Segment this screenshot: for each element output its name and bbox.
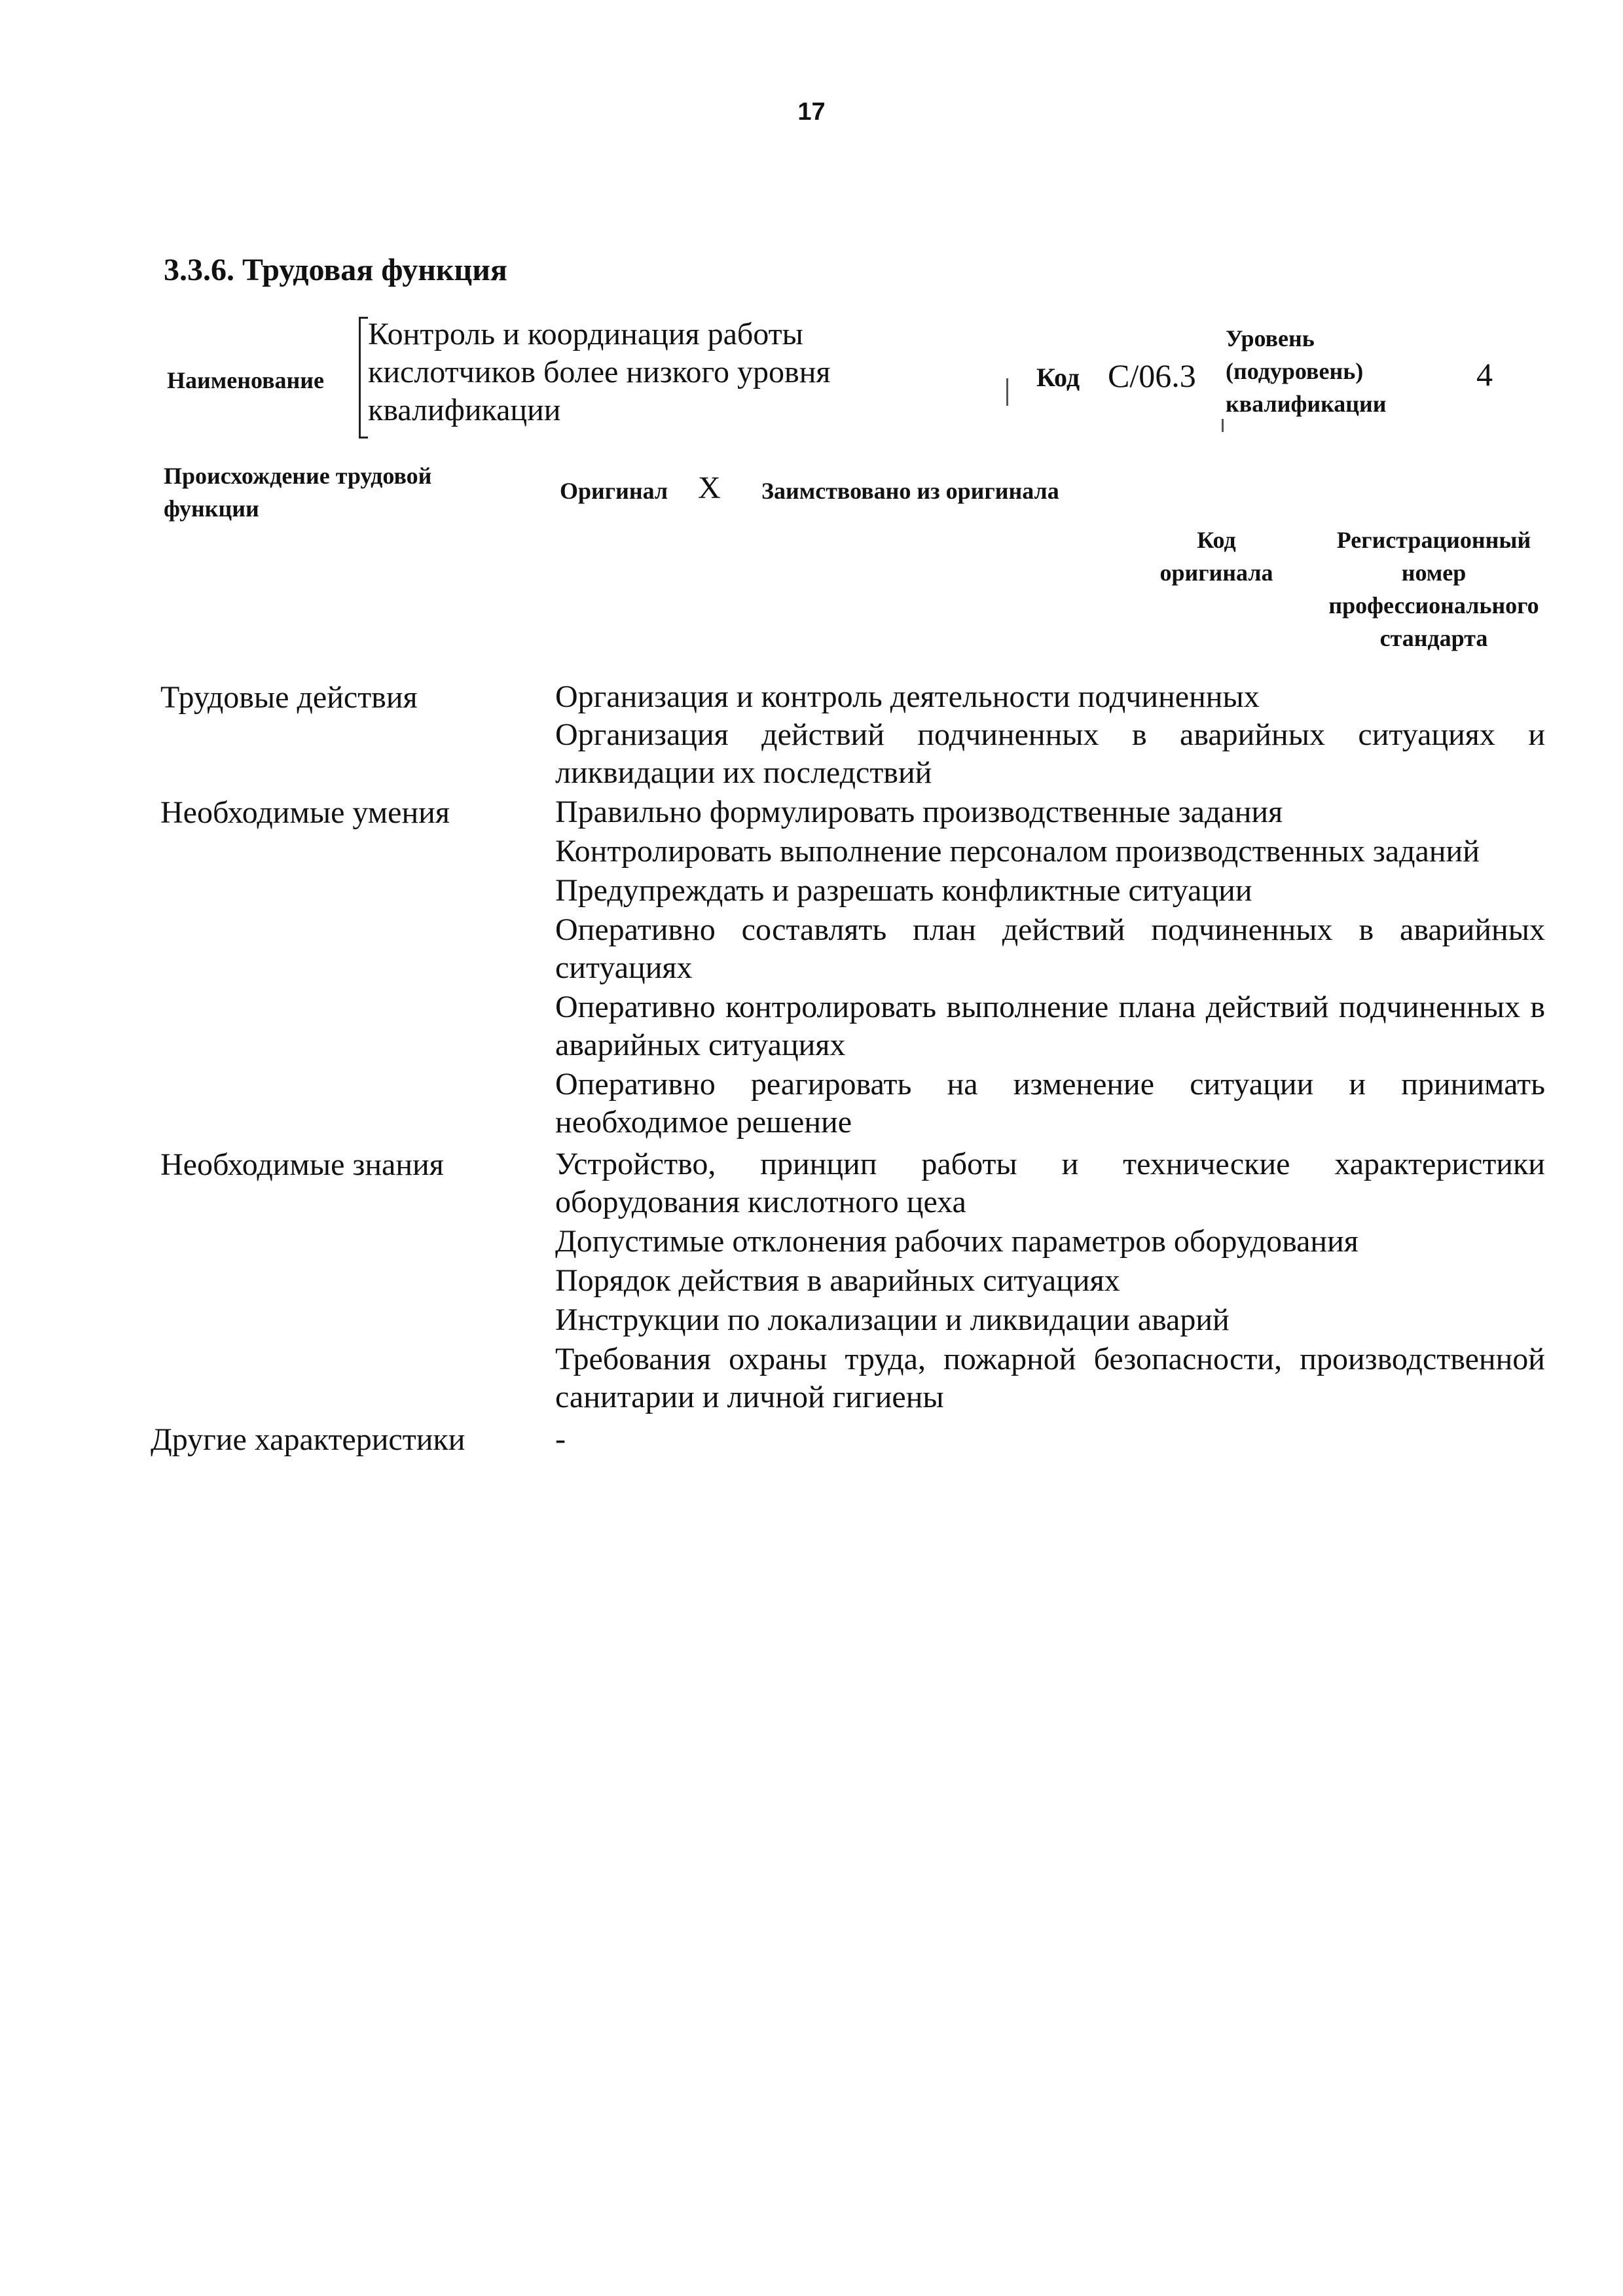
labor-action-item: Организация и контроль деятельности подчиненных xyxy=(555,679,1260,714)
skill-item: Правильно формулировать производственные задания xyxy=(555,795,1283,829)
knowledge-item: Инструкции по локализации и ликвидации аварий xyxy=(555,1302,1230,1337)
original-label: Оригинал xyxy=(560,478,668,504)
knowledge-item: Устройство, принцип работы и технические характеристики оборудования кислотного цеха xyxy=(555,1147,1545,1219)
function-name-line: Контроль и координация работы xyxy=(368,317,803,351)
skill-item: Оперативно реагировать на изменение ситуации и принимать необходимое решение xyxy=(555,1067,1545,1139)
required-skills-label: Необходимые умения xyxy=(160,795,450,830)
skill-item: Контролировать выполнение персоналом производственных заданий xyxy=(555,834,1480,869)
code-label: Код xyxy=(1036,363,1080,392)
registration-number-label xyxy=(1309,524,1558,655)
function-name xyxy=(368,315,830,429)
name-bracket-top xyxy=(359,317,368,319)
skill-item: Оперативно составлять план действий подчиненных в аварийных ситуациях xyxy=(555,912,1545,985)
qualification-level-label-line: квалификации xyxy=(1226,391,1387,417)
skill-item: Предупреждать и разрешать конфликтные ситуации xyxy=(555,873,1252,908)
qualification-level-value: 4 xyxy=(1476,356,1493,393)
separator-tick xyxy=(1006,378,1008,406)
registration-number-label-line: номер xyxy=(1401,560,1467,586)
knowledge-item: Требования охраны труда, пожарной безопасности, производственной санитарии и личной гигиены xyxy=(555,1342,1545,1414)
required-knowledge-label: Необходимые знания xyxy=(160,1147,444,1182)
other-characteristics-label: Другие характеристики xyxy=(151,1422,465,1457)
origin-label-line: Происхождение трудовой xyxy=(164,463,432,489)
registration-number-label-line: Регистрационный xyxy=(1336,527,1531,553)
registration-number-label-line: стандарта xyxy=(1379,625,1488,651)
code-value: C/06.3 xyxy=(1108,357,1196,394)
knowledge-item: Допустимые отклонения рабочих параметров оборудования xyxy=(555,1224,1359,1259)
knowledge-item: Порядок действия в аварийных ситуациях xyxy=(555,1263,1120,1298)
qualification-level-label-line: Уровень xyxy=(1226,325,1315,351)
name-bracket-bottom xyxy=(359,437,368,439)
origin-label xyxy=(164,459,431,525)
original-code-label xyxy=(1125,524,1308,589)
qualification-level-label-line: (подуровень) xyxy=(1226,358,1364,384)
function-name-line: кислотчиков более низкого уровня xyxy=(368,355,831,389)
name-label: Наименование xyxy=(167,367,324,393)
labor-actions-label: Трудовые действия xyxy=(160,680,418,715)
page-number: 17 xyxy=(797,98,826,126)
other-characteristics-value: - xyxy=(555,1422,566,1456)
origin-label-line: функции xyxy=(164,495,259,522)
qualification-level-label xyxy=(1226,322,1387,420)
skill-item: Оперативно контролировать выполнение плана действий подчиненных в аварийных ситуациях xyxy=(555,990,1545,1062)
labor-action-item: Организация действий подчиненных в аварийных ситуациях и ликвидации их последствий xyxy=(555,717,1545,790)
section-title: 3.3.6. Трудовая функция xyxy=(164,253,507,287)
borrowed-label: Заимствовано из оригинала xyxy=(761,478,1059,504)
name-bracket xyxy=(359,317,361,439)
function-name-line: квалификации xyxy=(368,393,561,427)
original-mark: X xyxy=(698,471,721,505)
registration-number-label-line: профессионального xyxy=(1328,592,1539,619)
original-code-label-line: оригинала xyxy=(1159,560,1273,586)
separator-tick xyxy=(1222,419,1224,432)
original-code-label-line: Код xyxy=(1197,527,1236,553)
